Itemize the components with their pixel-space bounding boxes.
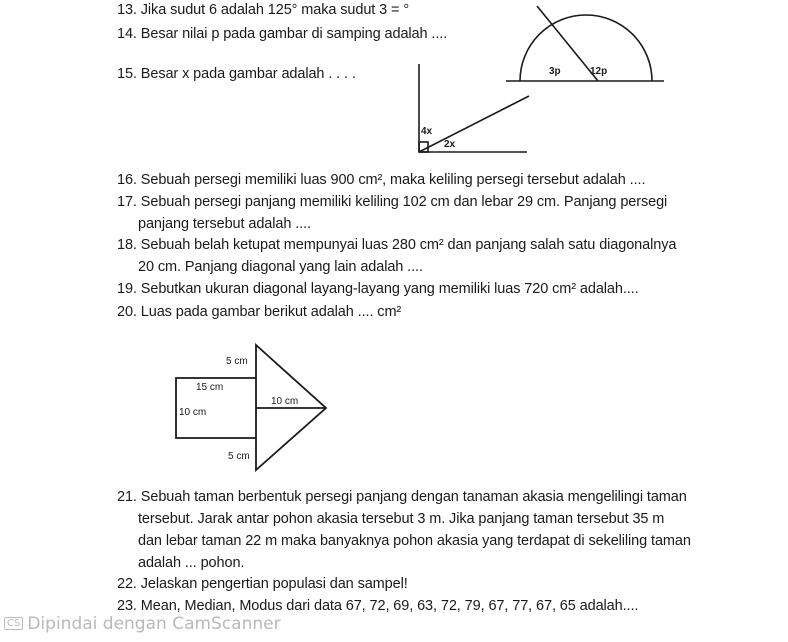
question-17-line2: panjang tersebut adalah ....: [138, 216, 311, 232]
label-15cm: 15 cm: [196, 382, 224, 393]
label-2x: 2x: [444, 139, 456, 150]
question-22: 22. Jelaskan pengertian populasi dan sampel!: [117, 576, 408, 592]
question-14: 14. Besar nilai p pada gambar di samping adalah ....: [117, 26, 448, 42]
question-23: 23. Mean, Median, Modus dari data 67, 72, 69, 63, 72, 79, 67, 77, 67, 65 adalah....: [117, 598, 639, 614]
label-10cm-triangle: 10 cm: [271, 396, 299, 407]
question-15: 15. Besar x pada gambar adalah . . . .: [117, 66, 356, 82]
label-12p: 12p: [590, 66, 608, 77]
question-13: 13. Jika sudut 6 adalah 125° maka sudut 3 = °: [117, 2, 410, 18]
label-3p: 3p: [549, 66, 561, 77]
diagonal-ray: [419, 96, 529, 152]
question-16: 16. Sebuah persegi memiliki luas 900 cm², maka keliling persegi tersebut adalah ....: [117, 172, 646, 188]
camscanner-watermark: [4, 614, 281, 634]
label-5cm-top: 5 cm: [226, 356, 248, 367]
label-5cm-bottom: 5 cm: [228, 451, 250, 462]
question-18-line2: 20 cm. Panjang diagonal yang lain adalah ....: [138, 259, 423, 275]
question-21-line2: tersebut. Jarak antar pohon akasia tersebut 3 m. Jika panjang taman tersebut 35 m: [138, 511, 665, 527]
question-18-line1: 18. Sebuah belah ketupat mempunyai luas 280 cm² dan panjang salah satu diagonalnya: [117, 237, 677, 253]
question-19: 19. Sebutkan ukuran diagonal layang-layang yang memiliki luas 720 cm² adalah....: [117, 281, 639, 297]
question-17-line1: 17. Sebuah persegi panjang memiliki keliling 102 cm dan lebar 29 cm. Panjang persegi: [117, 194, 668, 210]
question-21-line3: dan lebar taman 22 m maka banyaknya pohon akasia yang terdapat di sekeliling taman: [138, 533, 691, 549]
semicircle-figure: [506, 6, 664, 81]
question-20: 20. Luas pada gambar berikut adalah .... cm²: [117, 304, 402, 320]
question-21-line1: 21. Sebuah taman berbentuk persegi panjang dengan tanaman akasia mengelilingi taman: [117, 489, 687, 505]
camscanner-badge-icon: CS: [4, 617, 23, 630]
right-angle-figure: [419, 64, 529, 152]
label-4x: 4x: [421, 126, 433, 137]
question-21-line4: adalah ... pohon.: [138, 555, 245, 571]
label-10cm-left: 10 cm: [179, 407, 207, 418]
watermark-text: Dipindai dengan CamScanner: [27, 614, 281, 634]
semicircle-arc: [520, 15, 652, 81]
